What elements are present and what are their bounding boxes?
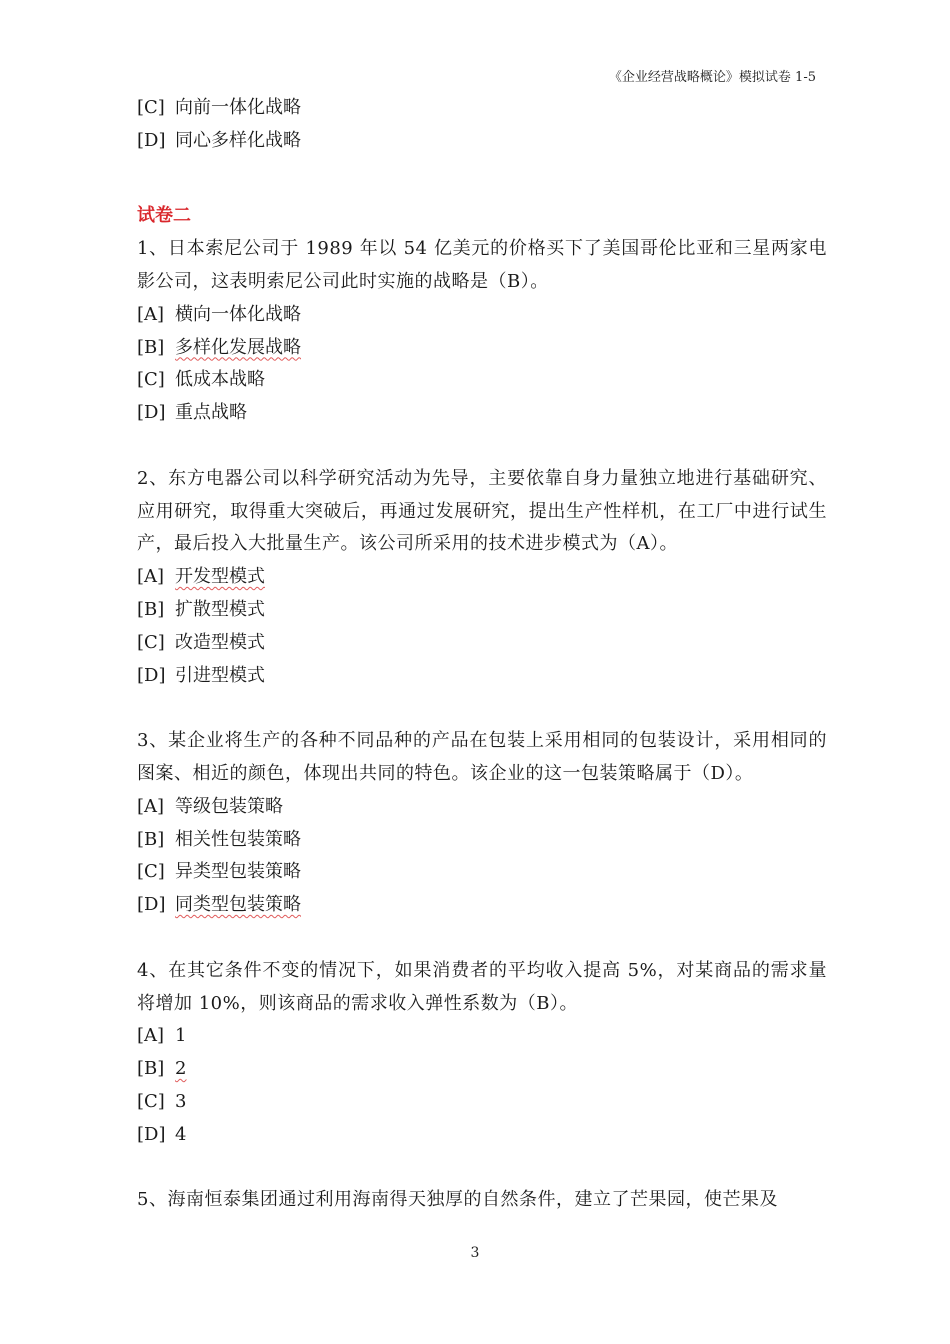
option-text: 同心多样化战略 (175, 129, 301, 151)
option-key: [C] (137, 97, 165, 118)
option-item (137, 889, 827, 922)
option-key: [B] (137, 1058, 165, 1080)
option-key: [A] (137, 566, 165, 588)
option-key: [A] (137, 303, 165, 325)
option-key: [D] (137, 664, 166, 686)
option-item (137, 364, 827, 397)
option-item (137, 1020, 827, 1053)
option-item (137, 824, 827, 857)
option-text: 向前一体化战略 (175, 97, 301, 118)
section-title: 试卷二 (137, 205, 191, 227)
option-item (137, 1086, 827, 1119)
running-header: 《企业经营战略概论》模拟试卷 1-5 (608, 70, 816, 85)
question-stem: 2、东方电器公司以科学研究活动为先导，主要依靠自身力量独立地进行基础研究、应用研究，取得重大突破后，再通过发展研究，提出生产性样机，在工厂中进行试生产，最后投入大批量生产。该公司所采用的技术进步模式为（A）。 (137, 467, 827, 555)
option-key: [B] (137, 598, 165, 620)
option-text: 重点战略 (175, 402, 247, 424)
option-key: [B] (137, 828, 165, 850)
option-text: 2 (175, 1058, 187, 1080)
option-text: 3 (175, 1090, 187, 1112)
option-item (137, 561, 827, 594)
option-text: 横向一体化战略 (175, 303, 301, 325)
option-item (137, 791, 827, 824)
option-text: 异类型包装策略 (175, 861, 301, 883)
option-text: 相关性包装策略 (175, 828, 301, 850)
option-key: [C] (137, 861, 165, 883)
page-number: 3 (470, 1245, 480, 1261)
option-key: [C] (137, 631, 165, 653)
option-item (137, 332, 827, 365)
option-text: 1 (175, 1025, 187, 1047)
question-stem: 1、日本索尼公司于 1989 年以 54 亿美元的价格买下了美国哥伦比亚和三星两家电影公司，这表明索尼公司此时实施的战略是（B）。 (137, 238, 827, 292)
option-key: [D] (137, 402, 166, 424)
option-item (137, 856, 827, 889)
option-key: [D] (137, 894, 166, 916)
option-text: 同类型包装策略 (175, 894, 301, 916)
option-text: 等级包装策略 (175, 795, 283, 817)
option-item (137, 299, 827, 332)
option-key: [C] (137, 1090, 165, 1112)
option-item (137, 397, 827, 430)
option-key: [B] (137, 336, 165, 358)
option-text: 4 (175, 1123, 187, 1145)
option-item (137, 627, 827, 660)
option-text: 低成本战略 (175, 369, 265, 391)
option-key: [A] (137, 1025, 165, 1047)
option-text: 扩散型模式 (175, 598, 265, 620)
option-item (137, 125, 827, 158)
option-item (137, 1119, 827, 1152)
option-item (137, 660, 827, 693)
option-key: [D] (137, 129, 166, 151)
page-content (137, 92, 827, 1217)
option-text: 多样化发展战略 (175, 336, 301, 358)
option-item (137, 92, 827, 125)
option-key: [C] (137, 369, 165, 391)
option-item (137, 594, 827, 627)
question-stem: 3、某企业将生产的各种不同品种的产品在包装上采用相同的包装设计，采用相同的图案、相近的颜色，体现出共同的特色。该企业的这一包装策略属于（D）。 (137, 730, 827, 784)
option-key: [A] (137, 795, 165, 817)
option-item (137, 1053, 827, 1086)
question-stem: 5、海南恒泰集团通过利用海南得天独厚的自然条件，建立了芒果园，使芒果及 (137, 1189, 778, 1211)
option-text: 开发型模式 (175, 566, 265, 588)
option-text: 改造型模式 (175, 631, 265, 653)
question-stem: 4、在其它条件不变的情况下，如果消费者的平均收入提高 5%，对某商品的需求量将增加 10%，则该商品的需求收入弹性系数为（B）。 (137, 959, 827, 1014)
option-text: 引进型模式 (175, 664, 265, 686)
option-key: [D] (137, 1123, 166, 1145)
